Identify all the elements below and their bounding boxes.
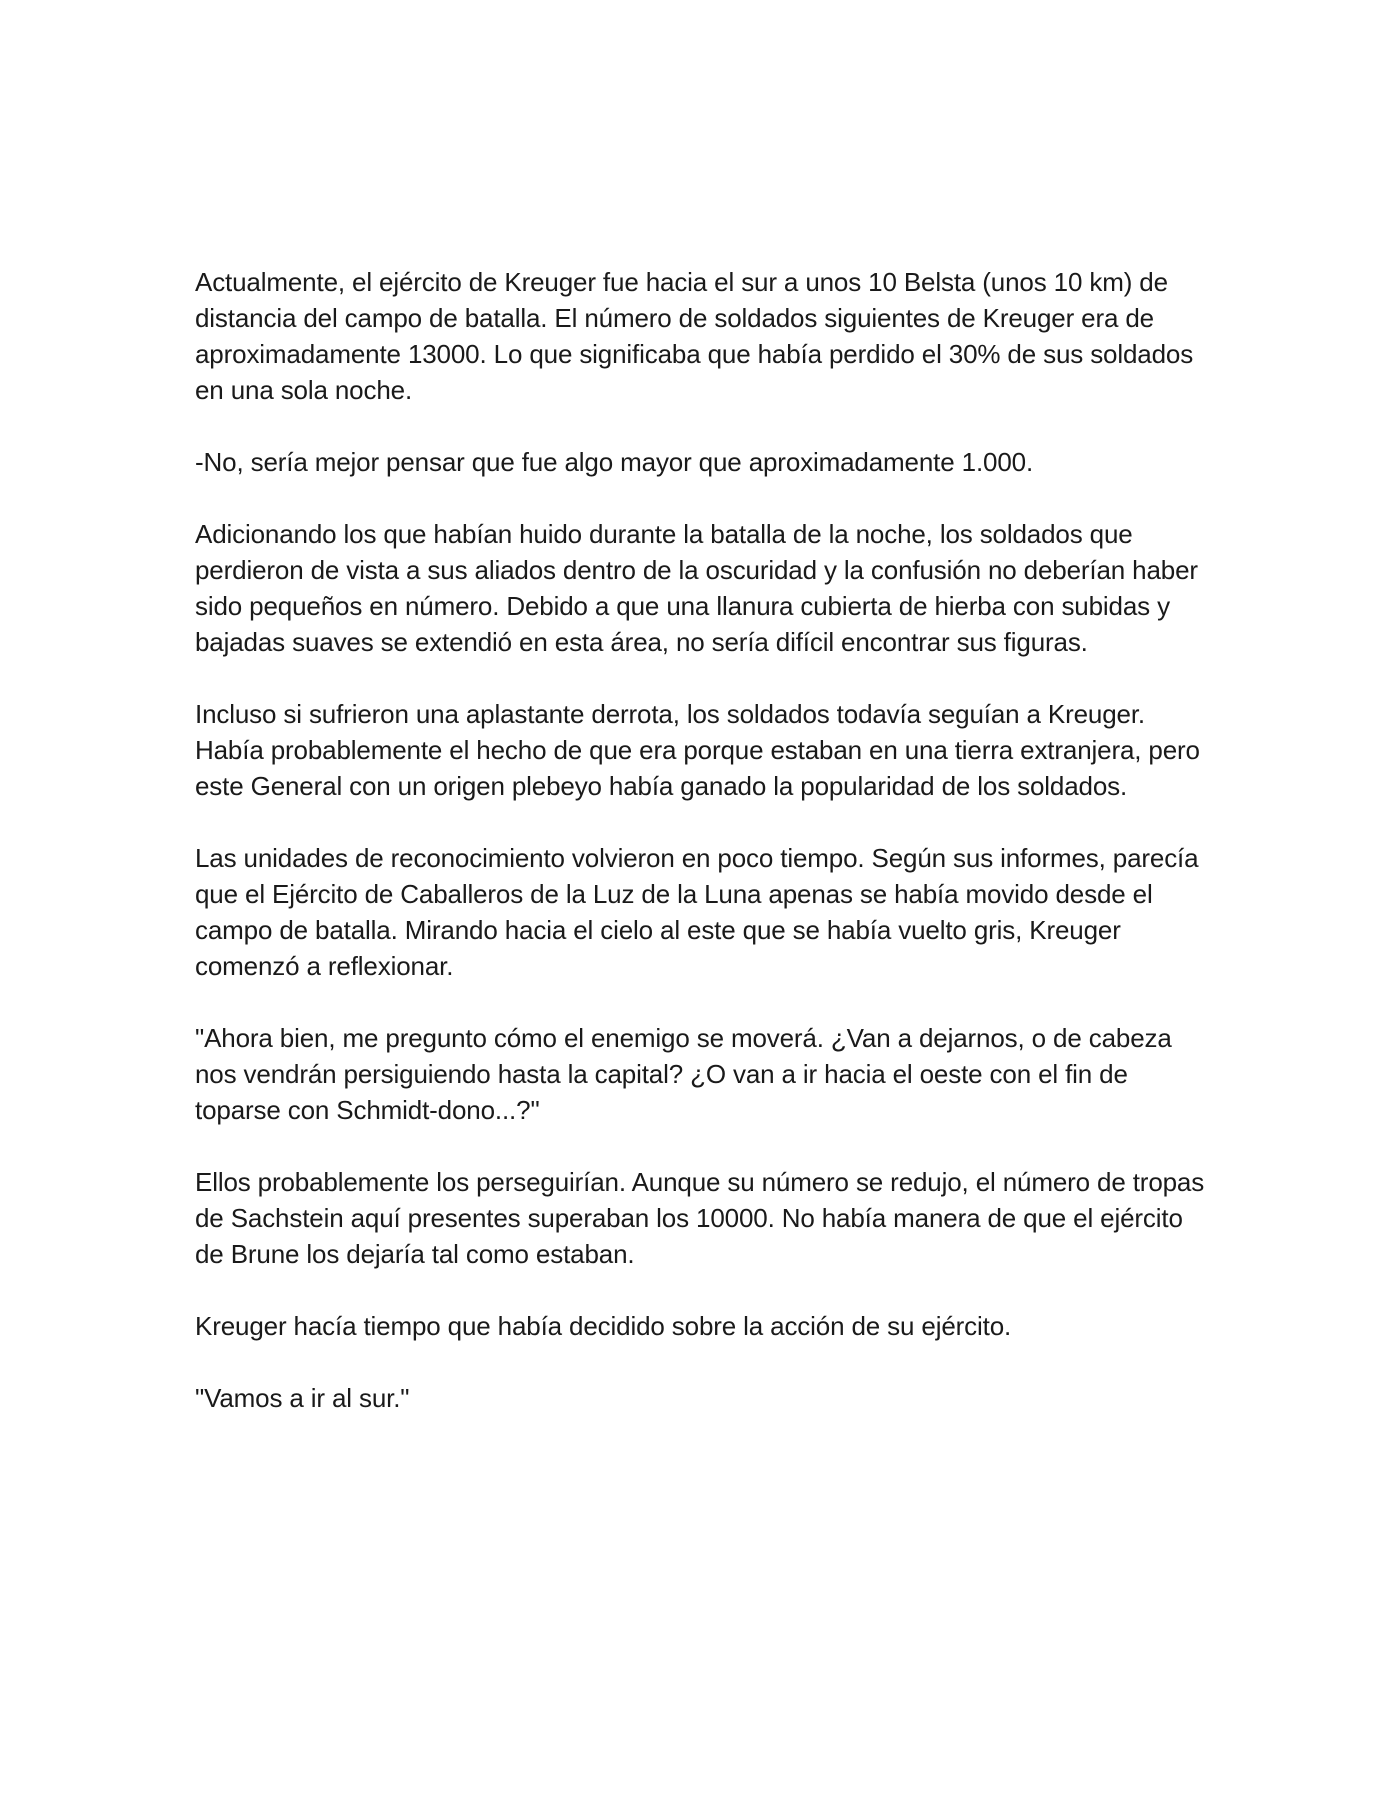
paragraph: Kreuger hacía tiempo que había decidido sobre la acción de su ejército.: [195, 1311, 1012, 1341]
dialogue-paragraph: "Ahora bien, me pregunto cómo el enemigo se moverá. ¿Van a dejarnos, o de cabeza nos vendrán persiguiendo hasta la capital? ¿O van a ir hacia el oeste con el fin de toparse con Schmidt-dono...?": [195, 1023, 1172, 1125]
dialogue-paragraph: "Vamos a ir al sur.": [195, 1383, 410, 1413]
paragraph: Incluso si sufrieron una aplastante derrota, los soldados todavía seguían a Kreuger. Había probablemente el hecho de que era porque estaban en una tierra extranjera, pero este General con un origen plebeyo había ganado la popularidad de los soldados.: [195, 699, 1200, 801]
paragraph: Ellos probablemente los perseguirían. Aunque su número se redujo, el número de tropas de Sachstein aquí presentes superaban los 10000. No había manera de que el ejército de Brune los dejaría tal como estaban.: [195, 1167, 1205, 1269]
paragraph: Adicionando los que habían huido durante la batalla de la noche, los soldados que perdieron de vista a sus aliados dentro de la oscuridad y la confusión no deberían haber sido pequeños en número. Debido a que una llanura cubierta de hierba con subidas y bajadas suaves se extendió en esta área, no sería difícil encontrar sus figuras.: [195, 519, 1198, 657]
document-body: [195, 264, 1215, 1452]
paragraph: -No, sería mejor pensar que fue algo mayor que aproximadamente 1.000.: [195, 447, 1034, 477]
paragraph: Actualmente, el ejército de Kreuger fue hacia el sur a unos 10 Belsta (unos 10 km) de distancia del campo de batalla. El número de soldados siguientes de Kreuger era de aproximadamente 13000. Lo que significaba que había perdido el 30% de sus soldados en una sola noche.: [195, 267, 1194, 405]
paragraph: Las unidades de reconocimiento volvieron en poco tiempo. Según sus informes, parecía que el Ejército de Caballeros de la Luz de la Luna apenas se había movido desde el campo de batalla. Mirando hacia el cielo al este que se había vuelto gris, Kreuger comenzó a reflexionar.: [195, 843, 1199, 981]
